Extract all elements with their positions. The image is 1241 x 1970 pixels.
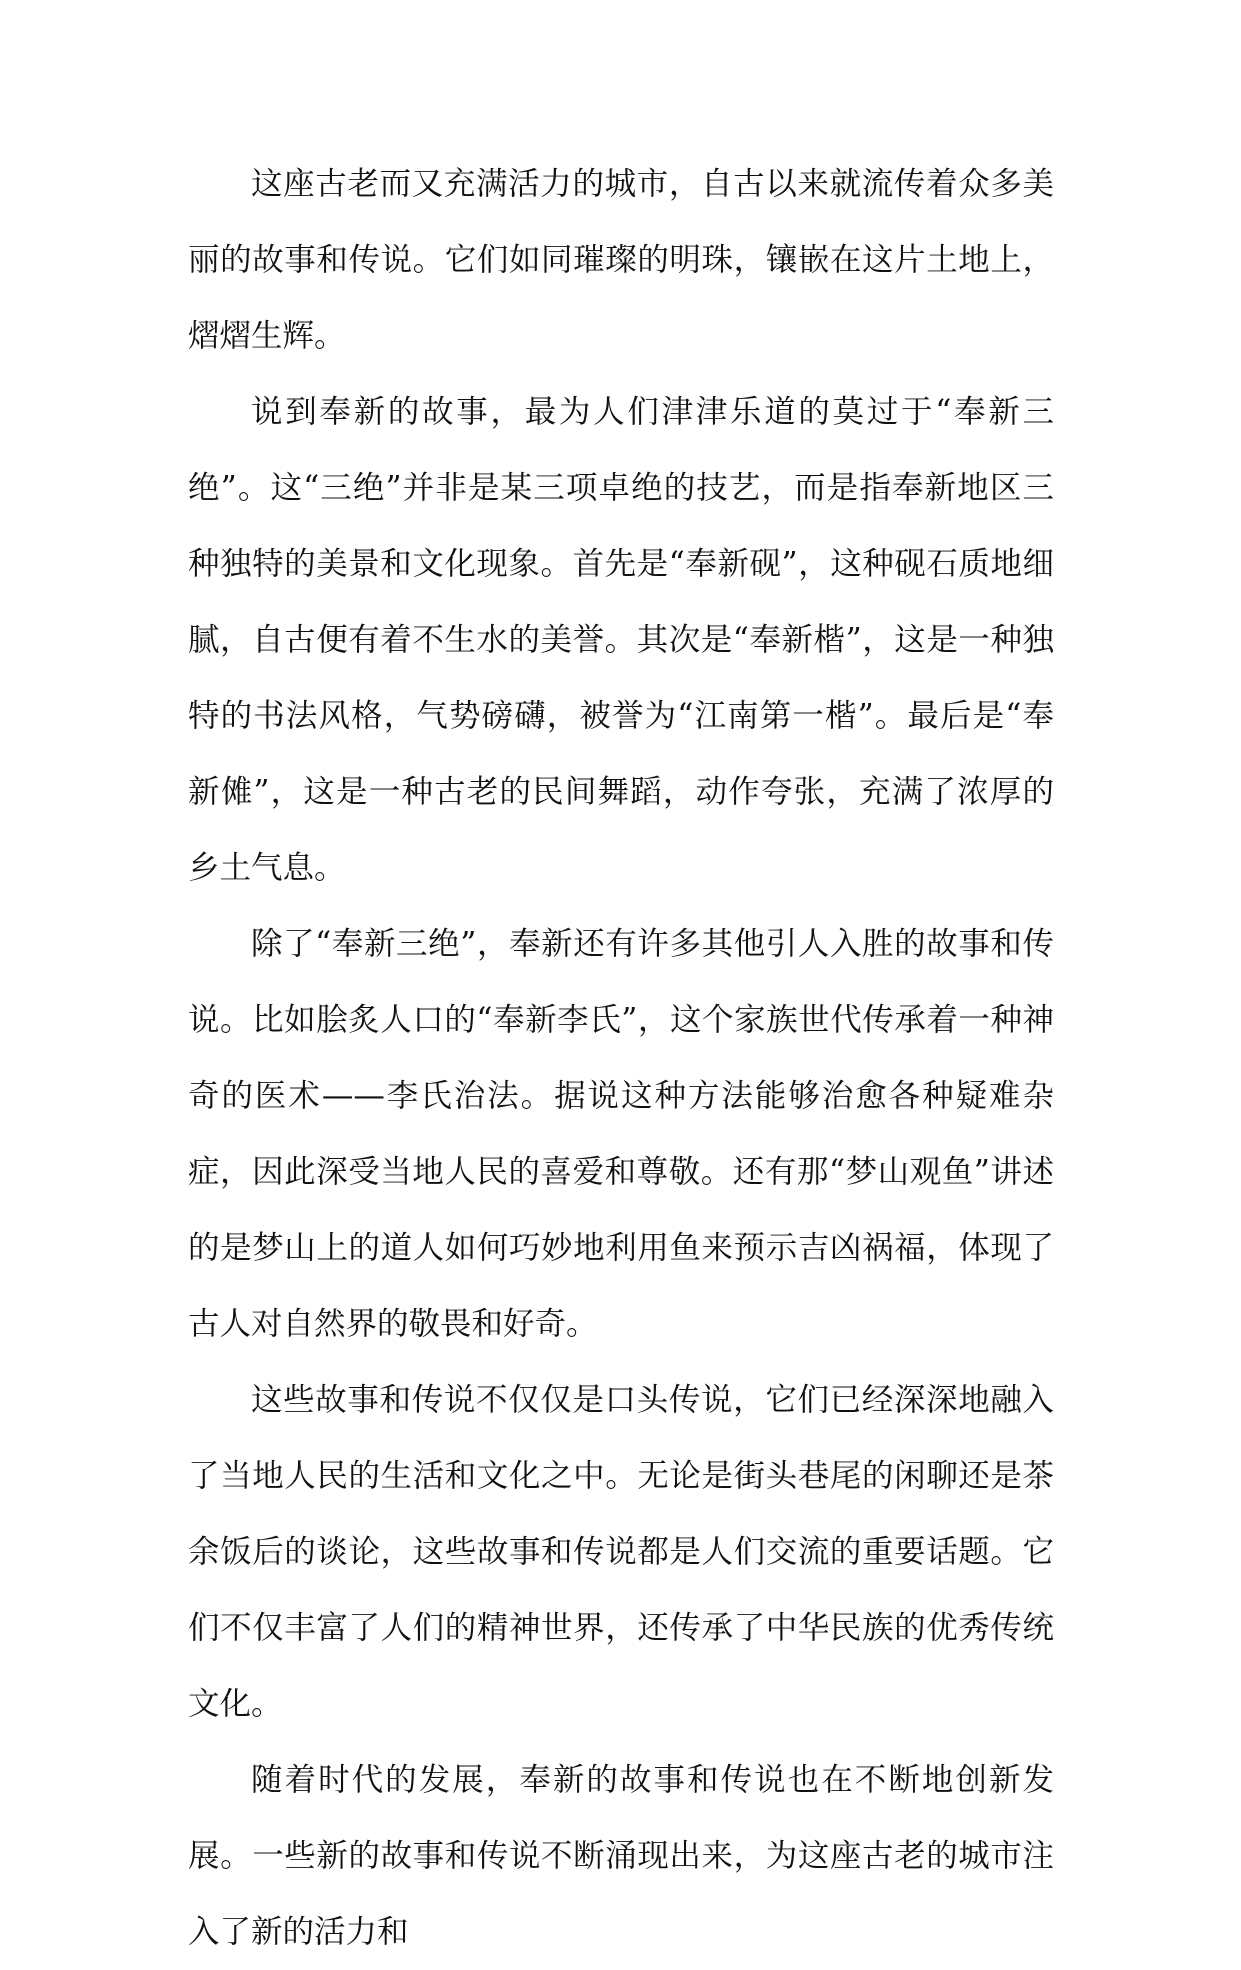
paragraph-other-legends: 除了“奉新三绝”，奉新还有许多其他引人入胜的故事和传说。比如脍炙人口的“奉新李氏”，这个家族世代传承着一种神奇的医术——李氏治法。据说这种方法能够治愈各种疑难杂症，因此深受当地人民的喜爱和尊敬。还有那“梦山观鱼”讲述的是梦山上的道人如何巧妙地利用鱼来预示吉凶祸福，体现了古人对自然界的敬畏和好奇。 <box>188 926 1054 1342</box>
paragraph-modern-development: 随着时代的发展，奉新的故事和传说也在不断地创新发展。一些新的故事和传说不断涌现出来，为这座古老的城市注入了新的活力和 <box>188 1762 1054 1950</box>
document-body <box>188 146 1054 1970</box>
paragraph-cultural-integration: 这些故事和传说不仅仅是口头传说，它们已经深深地融入了当地人民的生活和文化之中。无论是街头巷尾的闲聊还是茶余饭后的谈论，这些故事和传说都是人们交流的重要话题。它们不仅丰富了人们的精神世界，还传承了中华民族的优秀传统文化。 <box>188 1382 1054 1722</box>
paragraph-intro: 这座古老而又充满活力的城市，自古以来就流传着众多美丽的故事和传说。它们如同璀璨的明珠，镶嵌在这片土地上，熠熠生辉。 <box>188 166 1054 354</box>
paragraph-three-wonders: 说到奉新的故事，最为人们津津乐道的莫过于“奉新三绝”。这“三绝”并非是某三项卓绝的技艺，而是指奉新地区三种独特的美景和文化现象。首先是“奉新砚”，这种砚石质地细腻，自古便有着不生水的美誉。其次是“奉新楷”，这是一种独特的书法风格，气势磅礴，被誉为“江南第一楷”。最后是“奉新傩”，这是一种古老的民间舞蹈，动作夸张，充满了浓厚的乡土气息。 <box>188 394 1054 886</box>
